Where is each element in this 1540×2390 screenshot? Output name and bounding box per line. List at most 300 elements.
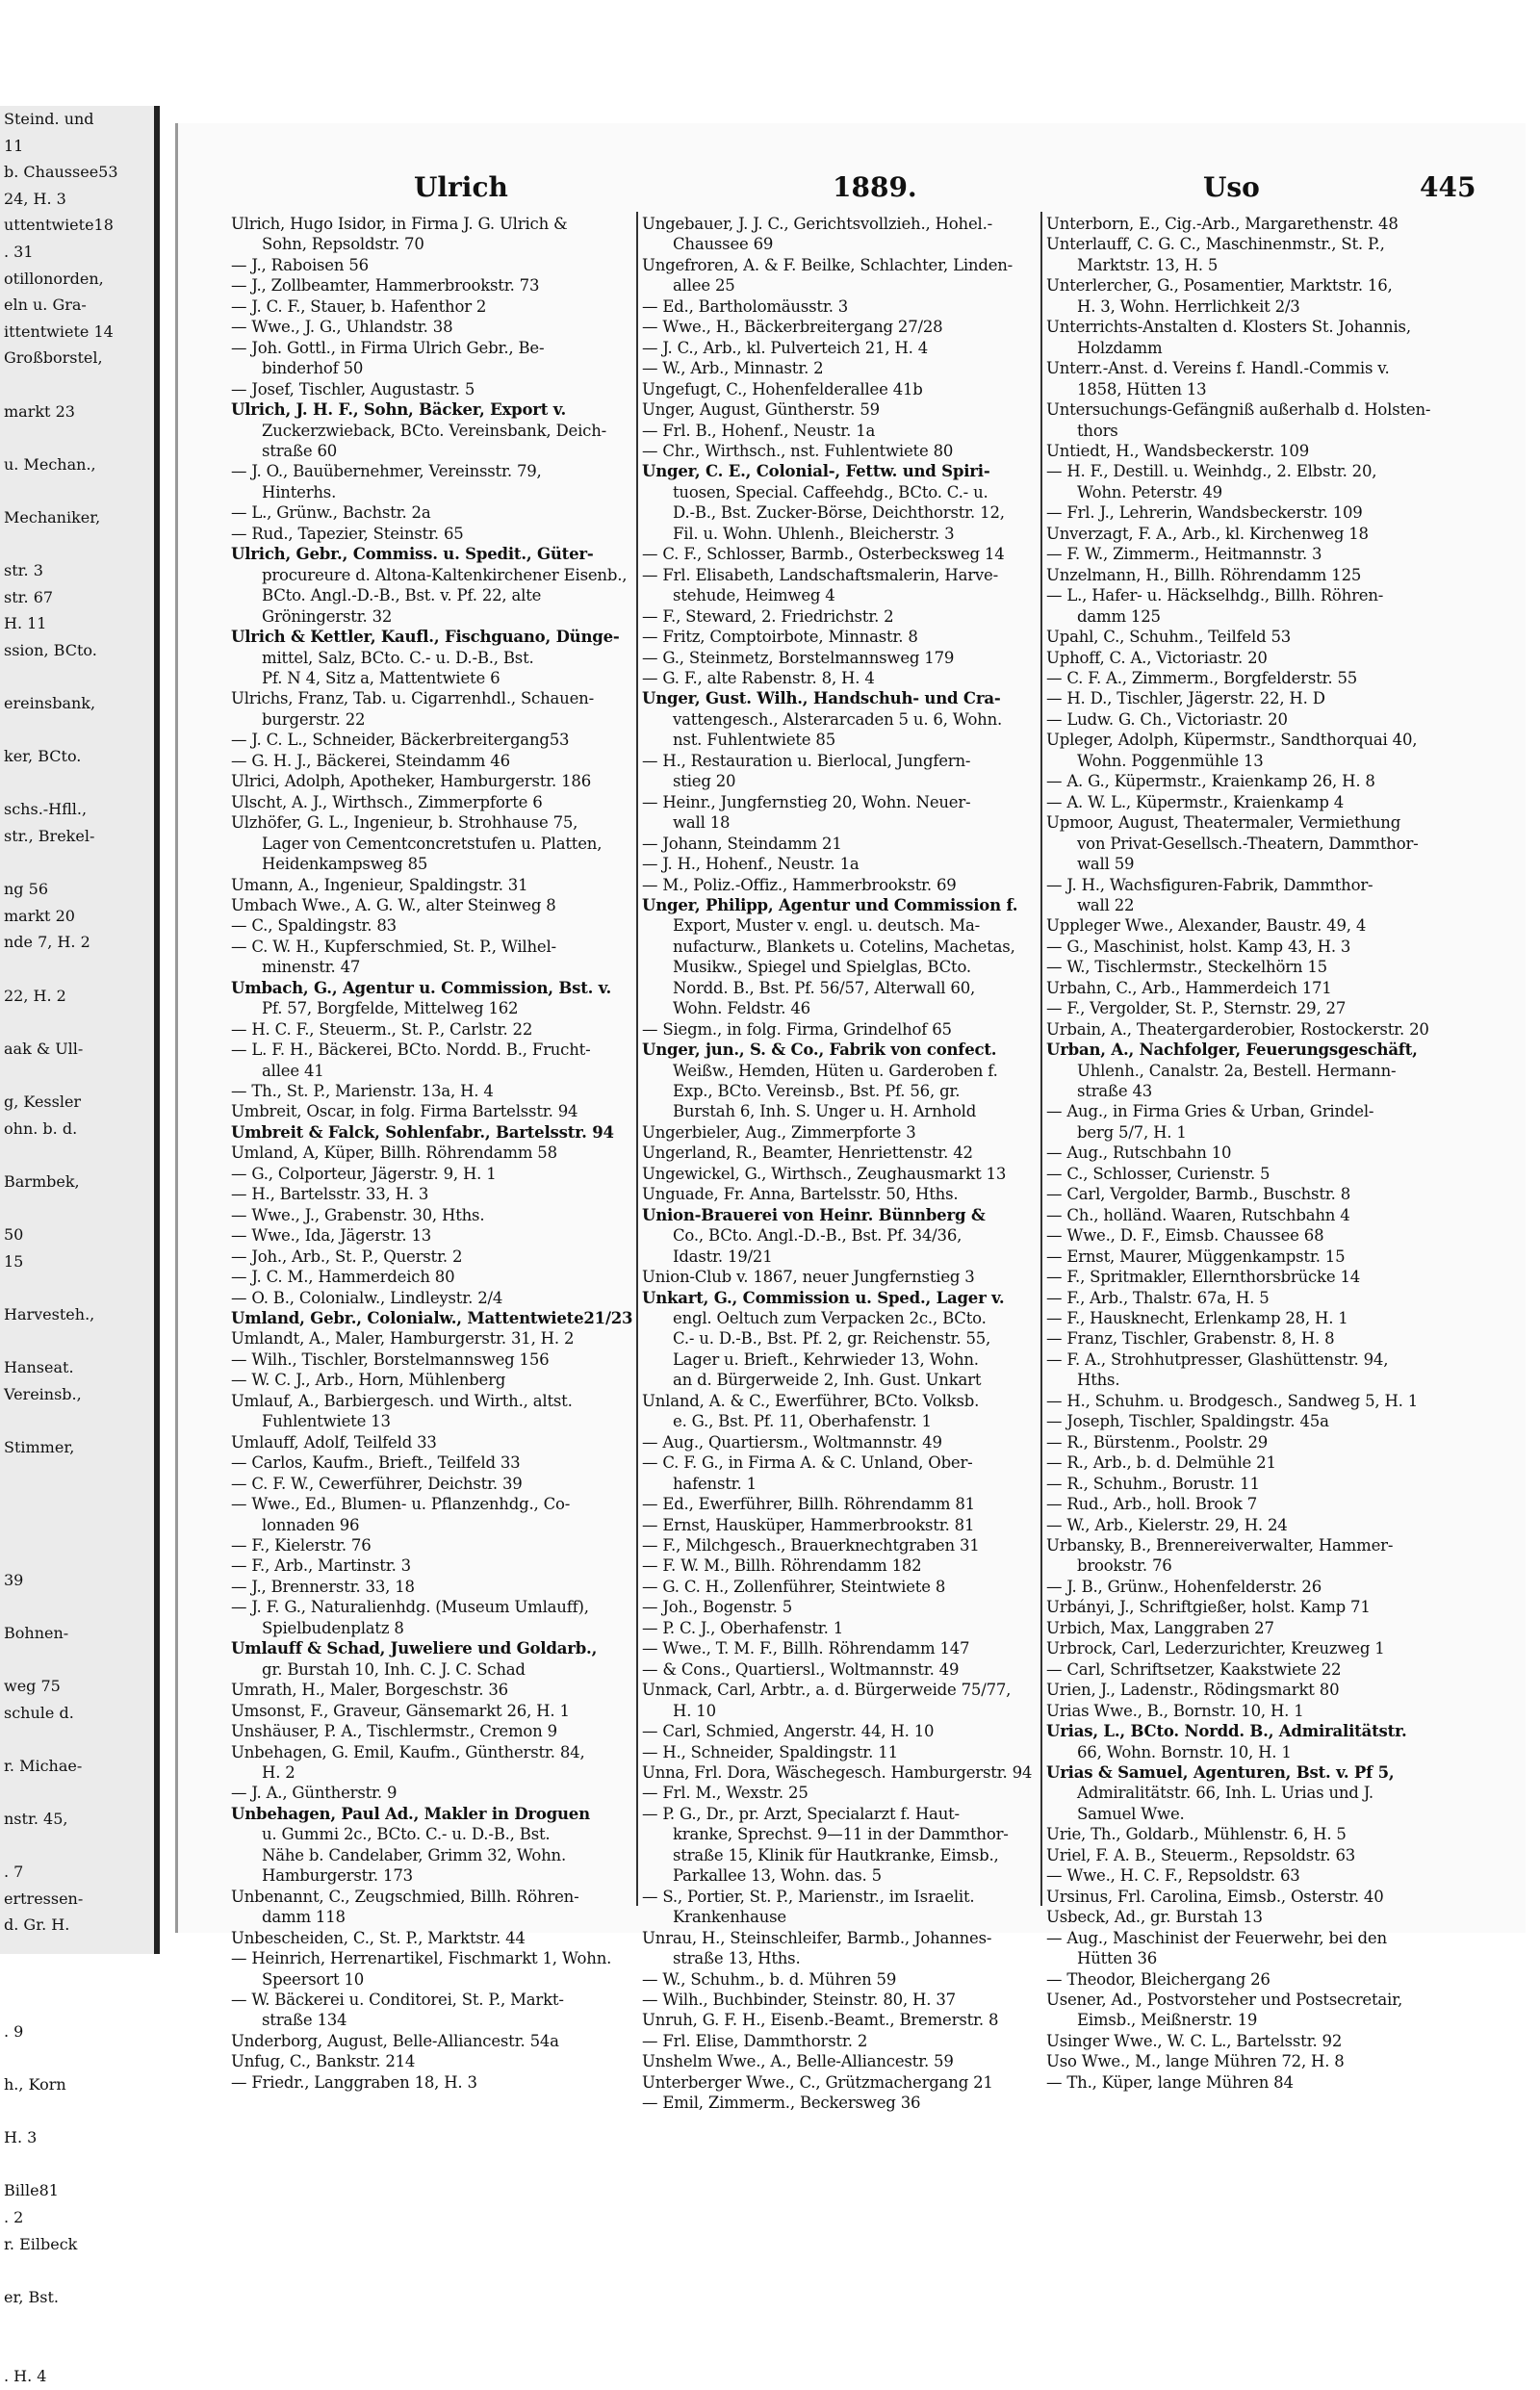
- directory-entry-line: — Wilh., Tischler, Borstelmannsweg 156: [231, 1349, 550, 1369]
- directory-entry-line: Ulrich, J. H. F., Sohn, Bäcker, Export v.: [231, 400, 567, 420]
- directory-entry-line: — F. W., Zimmerm., Heitmannstr. 3: [1046, 545, 1322, 564]
- directory-entry-line: Umrath, H., Maler, Borgeschstr. 36: [231, 1681, 508, 1700]
- directory-entry-line: — Ernst, Hausküper, Hammerbrookstr. 81: [642, 1515, 975, 1534]
- margin-line: nstr. 45,: [4, 1810, 68, 1828]
- directory-entry-line: Umlauf, A., Barbiergesch. und Wirth., altst.: [231, 1391, 573, 1410]
- margin-line: [0, 1966, 154, 1992]
- directory-entry-line: — & Cons., Quartiersl., Woltmannstr. 49: [642, 1659, 960, 1679]
- directory-entry-line: Unverzagt, F. A., Arb., kl. Kirchenweg 18: [1046, 524, 1369, 543]
- directory-entry-line: Unterrichts-Anstalten d. Klosters St. Johannis,: [1046, 318, 1411, 337]
- margin-line: [0, 1992, 154, 2018]
- margin-line: Stimmer,: [4, 1437, 75, 1456]
- directory-entry-line: — R., Arb., b. d. Delmühle 21: [1046, 1453, 1276, 1473]
- page-number: 445: [1420, 171, 1476, 203]
- directory-entry-line: Umlauff & Schad, Juweliere und Goldarb.,: [231, 1639, 598, 1658]
- margin-line: [0, 2098, 154, 2125]
- directory-entry-line: — F., Vergolder, St. P., Sternstr. 29, 27: [1046, 999, 1347, 1018]
- directory-entry-line: Urbahn, C., Arb., Hammerdeich 171: [1046, 978, 1332, 997]
- directory-entry-line: — J. B., Grünw., Hohenfelderstr. 26: [1046, 1577, 1322, 1596]
- margin-line: [0, 1646, 154, 1673]
- directory-entry-line: Unterberger Wwe., C., Grützmachergang 21: [642, 2072, 993, 2092]
- margin-line: [0, 956, 154, 983]
- entry-continuation-line: burgerstr. 22: [262, 709, 366, 729]
- margin-line: [0, 1726, 154, 1753]
- directory-entry-line: — Rud., Tapezier, Steinstr. 65: [231, 524, 464, 543]
- entry-continuation-line: Lager von Cementconcretstufen u. Platten,: [262, 834, 603, 853]
- directory-entry-line: — H. D., Tischler, Jägerstr. 22, H. D: [1046, 689, 1325, 708]
- previous-page-fragment: [0, 106, 160, 2386]
- directory-entry-line: — L., Hafer- u. Häckselhdg., Billh. Röhren-: [1046, 586, 1384, 605]
- margin-line: er, Bst.: [4, 2287, 60, 2306]
- entry-continuation-line: straße 13, Hths.: [673, 1949, 801, 1968]
- directory-entry-line: Unguade, Fr. Anna, Bartelsstr. 50, Hths.: [642, 1185, 959, 1204]
- directory-entry-line: Ursinus, Frl. Carolina, Eimsb., Osterstr. 40: [1046, 1887, 1384, 1906]
- entry-continuation-line: 66, Wohn. Bornstr. 10, H. 1: [1077, 1742, 1292, 1761]
- directory-entry-line: Untiedt, H., Wandsbeckerstr. 109: [1046, 441, 1310, 460]
- directory-entry-line: — J., Zollbeamter, Hammerbrookstr. 73: [231, 276, 540, 296]
- directory-entry-line: Ulrich & Kettler, Kaufl., Fischguano, Dünge-: [231, 628, 620, 647]
- directory-entry-line: — Joseph, Tischler, Spaldingstr. 45a: [1046, 1412, 1329, 1431]
- entry-continuation-line: Co., BCto. Angl.-D.-B., Bst. Pf. 34/36,: [673, 1226, 962, 1246]
- directory-entry-line: — P. G., Dr., pr. Arzt, Specialarzt f. Haut-: [642, 1804, 960, 1823]
- directory-entry-line: Uppleger Wwe., Alexander, Baustr. 49, 4: [1046, 916, 1367, 936]
- directory-entry-line: — W., Tischlermstr., Steckelhörn 15: [1046, 958, 1327, 977]
- directory-entry-line: — Aug., Quartiersm., Woltmannstr. 49: [642, 1432, 942, 1452]
- entry-continuation-line: damm 125: [1077, 606, 1161, 626]
- entry-continuation-line: D.-B., Bst. Zucker-Börse, Deichthorstr. 12,: [673, 503, 1005, 523]
- entry-continuation-line: vattengesch., Alsterarcaden 5 u. 6, Wohn.: [673, 709, 1003, 729]
- directory-entry-line: — J., Brennerstr. 33, 18: [231, 1577, 415, 1596]
- entry-continuation-line: Eimsb., Meißnerstr. 19: [1077, 2011, 1258, 2030]
- margin-line: ereinsbank,: [4, 694, 96, 713]
- margin-line: 50: [4, 1224, 24, 1244]
- entry-continuation-line: hafenstr. 1: [673, 1474, 757, 1493]
- entry-continuation-line: straße 43: [1077, 1082, 1153, 1101]
- directory-entry-line: — G. H. J., Bäckerei, Steindamm 46: [231, 751, 510, 770]
- margin-line: [0, 372, 154, 398]
- entry-continuation-line: BCto. Angl.-D.-B., Bst. v. Pf. 22, alte: [262, 586, 542, 605]
- directory-entry-line: Unterborn, E., Cig.-Arb., Margarethenstr. 48: [1046, 215, 1399, 233]
- margin-line: [0, 2044, 154, 2071]
- directory-entry-line: — Joh., Bogenstr. 5: [642, 1598, 793, 1617]
- entry-continuation-line: Marktstr. 13, H. 5: [1077, 255, 1219, 274]
- margin-line: . H. 4: [4, 2367, 47, 2386]
- entry-continuation-line: brookstr. 76: [1077, 1556, 1172, 1576]
- margin-line: Harvesteh.,: [4, 1304, 95, 1323]
- margin-line: . 9: [4, 2021, 24, 2041]
- directory-entry-line: Unkart, G., Commission u. Sped., Lager v.: [642, 1288, 1005, 1307]
- directory-entry-line: Urbich, Max, Langgraben 27: [1046, 1618, 1274, 1637]
- directory-entry-line: Unshelm Wwe., A., Belle-Alliancestr. 59: [642, 2052, 954, 2071]
- margin-line: nde 7, H. 2: [4, 933, 90, 952]
- directory-entry-line: Uphoff, C. A., Victoriastr. 20: [1046, 648, 1268, 667]
- directory-entry-line: — Johann, Steindamm 21: [642, 834, 842, 853]
- directory-entry-line: — H., Schuhm. u. Brodgesch., Sandweg 5, H. 1: [1046, 1391, 1419, 1410]
- directory-entry-line: — J. A., Güntherstr. 9: [231, 1784, 398, 1803]
- entry-continuation-line: Idastr. 19/21: [673, 1246, 773, 1266]
- margin-line: r. Michae-: [4, 1756, 83, 1775]
- directory-column-1: [231, 214, 633, 2092]
- directory-entry-line: Umland, A, Küper, Billh. Röhrendamm 58: [231, 1144, 557, 1163]
- margin-line: str. 67: [4, 587, 54, 606]
- directory-entry-line: — Wwe., Ed., Blumen- u. Pflanzenhdg., Co-: [231, 1495, 571, 1514]
- entry-continuation-line: wall 18: [673, 813, 731, 833]
- margin-line: otillonorden,: [4, 269, 104, 288]
- margin-line: H. 3: [4, 2128, 38, 2147]
- directory-entry-line: Upmoor, August, Theatermaler, Vermiethung: [1046, 813, 1401, 833]
- margin-line: [0, 663, 154, 690]
- directory-entry-line: — G. C. H., Zollenführer, Steintwiete 8: [642, 1577, 946, 1596]
- directory-entry-line: — F., Kielerstr. 76: [231, 1536, 372, 1555]
- directory-entry-line: — Carlos, Kaufm., Brieft., Teilfeld 33: [231, 1453, 521, 1473]
- directory-entry-line: — J., Raboisen 56: [231, 255, 369, 274]
- directory-entry-line: — W., Arb., Kielerstr. 29, H. 24: [1046, 1515, 1288, 1534]
- directory-entry-line: — H., Bartelsstr. 33, H. 3: [231, 1185, 429, 1204]
- directory-entry-line: Urbányi, J., Schriftgießer, holst. Kamp 71: [1046, 1598, 1371, 1617]
- margin-line: [0, 717, 154, 744]
- directory-entry-line: — Frl. Elisabeth, Landschaftsmalerin, Harve-: [642, 565, 998, 584]
- directory-entry-line: Urbrock, Carl, Lederzurichter, Kreuzweg 1: [1046, 1639, 1385, 1658]
- directory-entry-line: — M., Poliz.-Offiz., Hammerbrookstr. 69: [642, 875, 957, 894]
- margin-line: ertressen-: [4, 1889, 84, 1908]
- margin-line: markt 20: [4, 906, 75, 925]
- directory-entry-line: — Wwe., Ida, Jägerstr. 13: [231, 1226, 432, 1246]
- entry-continuation-line: nufacturw., Blankets u. Cotelins, Machetas,: [673, 937, 1015, 956]
- entry-continuation-line: engl. Oeltuch zum Verpacken 2c., BCto.: [673, 1309, 987, 1328]
- directory-entry-line: — W., Schuhm., b. d. Mühren 59: [642, 1969, 897, 1989]
- directory-entry-line: — Frl. Elise, Dammthorstr. 2: [642, 2031, 868, 2050]
- directory-entry-line: Unland, A. & C., Ewerführer, BCto. Volksb.: [642, 1391, 980, 1410]
- directory-entry-line: — Th., St. P., Marienstr. 13a, H. 4: [231, 1082, 494, 1101]
- directory-entry-line: — J. C. M., Hammerdeich 80: [231, 1268, 455, 1287]
- entry-continuation-line: Hamburgerstr. 173: [262, 1866, 413, 1886]
- margin-line: [0, 2151, 154, 2178]
- directory-entry-line: Unruh, G. F. H., Eisenb.-Beamt., Bremerstr. 8: [642, 2011, 999, 2030]
- entry-continuation-line: Pf. 57, Borgfelde, Mittelweg 162: [262, 999, 519, 1018]
- directory-entry-line: — Fritz, Comptoirbote, Minnastr. 8: [642, 628, 918, 647]
- margin-line: Vereinsb.,: [4, 1384, 82, 1403]
- entry-continuation-line: wall 59: [1077, 855, 1135, 874]
- directory-entry-line: Union-Brauerei von Heinr. Bünnberg &: [642, 1205, 986, 1224]
- directory-entry-line: — Josef, Tischler, Augustastr. 5: [231, 379, 475, 398]
- header-year: 1889.: [833, 171, 917, 203]
- entry-continuation-line: stieg 20: [673, 772, 736, 791]
- margin-line: [0, 1274, 154, 1301]
- margin-line: . 31: [4, 242, 34, 261]
- directory-entry-line: Ungerland, R., Beamter, Henriettenstr. 42: [642, 1144, 973, 1163]
- margin-line: [0, 2337, 154, 2364]
- entry-continuation-line: wall 22: [1077, 895, 1135, 914]
- entry-continuation-line: Chaussee 69: [673, 235, 774, 254]
- entry-continuation-line: Nähe b. Candelaber, Grimm 32, Wohn.: [262, 1845, 567, 1864]
- directory-entry-line: Unbescheiden, C., St. P., Marktstr. 44: [231, 1928, 526, 1947]
- directory-entry-line: Unger, jun., S. & Co., Fabrik von confect.: [642, 1041, 997, 1060]
- margin-line: [0, 477, 154, 504]
- margin-line: 15: [4, 1251, 24, 1271]
- entry-continuation-line: binderhof 50: [262, 359, 364, 378]
- margin-line: Bille81: [4, 2181, 59, 2200]
- entry-continuation-line: Hütten 36: [1077, 1949, 1158, 1968]
- directory-entry-line: — Carl, Schmied, Angerstr. 44, H. 10: [642, 1722, 935, 1741]
- entry-continuation-line: Fuhlentwiete 13: [262, 1412, 391, 1431]
- entry-continuation-line: damm 118: [262, 1908, 346, 1927]
- entry-continuation-line: Musikw., Spiegel und Spielglas, BCto.: [673, 958, 971, 977]
- directory-entry-line: — W. Bäckerei u. Conditorei, St. P., Markt-: [231, 1990, 564, 2009]
- directory-entry-line: Umland, Gebr., Colonialw., Mattentwiete21/23: [231, 1309, 633, 1328]
- entry-continuation-line: straße 15, Klinik für Hautkranke, Eimsb.,: [673, 1845, 999, 1864]
- entry-continuation-line: mittel, Salz, BCto. C.- u. D.-B., Bst.: [262, 648, 534, 667]
- margin-line: [0, 1593, 154, 1620]
- entry-continuation-line: Spielbudenplatz 8: [262, 1618, 404, 1637]
- directory-entry-line: Ulrich, Gebr., Commiss. u. Spedit., Güter-: [231, 545, 594, 564]
- margin-line: [0, 1833, 154, 1860]
- directory-entry-line: — Wwe., T. M. F., Billh. Röhrendamm 147: [642, 1639, 970, 1658]
- margin-line: [0, 1195, 154, 1221]
- directory-entry-line: — Ernst, Maurer, Müggenkampstr. 15: [1046, 1246, 1346, 1266]
- margin-line: [0, 1487, 154, 1514]
- directory-entry-line: — G., Colporteur, Jägerstr. 9, H. 1: [231, 1164, 497, 1183]
- directory-entry-line: — Wwe., H. C. F., Repsoldstr. 63: [1046, 1866, 1300, 1886]
- directory-entry-line: Unzelmann, H., Billh. Röhrendamm 125: [1046, 565, 1362, 584]
- margin-line: eln u. Gra-: [4, 296, 87, 315]
- directory-entry-line: — Wwe., J. G., Uhlandstr. 38: [231, 318, 453, 337]
- entry-continuation-line: von Privat-Gesellsch.-Theatern, Dammthor-: [1077, 834, 1419, 853]
- entry-continuation-line: tuosen, Special. Caffeehdg., BCto. C.- u.: [673, 482, 988, 501]
- directory-entry-line: — W. C. J., Arb., Horn, Mühlenberg: [231, 1371, 506, 1390]
- directory-entry-line: Ulrich, Hugo Isidor, in Firma J. G. Ulrich &: [231, 215, 568, 233]
- margin-line: [0, 2310, 154, 2337]
- directory-entry-line: — H. F., Destill. u. Weinhdg., 2. Elbstr. 20,: [1046, 462, 1377, 481]
- directory-entry-line: Uso Wwe., M., lange Mühren 72, H. 8: [1046, 2052, 1345, 2071]
- directory-entry-line: — Wwe., J., Grabenstr. 30, Hths.: [231, 1205, 485, 1224]
- directory-entry-line: — F., Spritmakler, Ellernthorsbrücke 14: [1046, 1268, 1361, 1287]
- header-first-entry: Ulrich: [414, 171, 508, 203]
- margin-line: ker, BCto.: [4, 747, 82, 766]
- directory-entry-line: — Carl, Schriftsetzer, Kaakstwiete 22: [1046, 1659, 1342, 1679]
- entry-continuation-line: Weißw., Hemden, Hüten u. Garderoben f.: [673, 1061, 998, 1080]
- margin-line: ohn. b. d.: [4, 1118, 78, 1138]
- directory-entry-line: — R., Bürstenm., Poolstr. 29: [1046, 1432, 1269, 1452]
- entry-continuation-line: allee 41: [262, 1061, 324, 1080]
- directory-entry-line: Ungewickel, G., Wirthsch., Zeughausmarkt 13: [642, 1164, 1007, 1183]
- entry-continuation-line: Heidenkampsweg 85: [262, 855, 428, 874]
- margin-line: ittentwiete 14: [4, 321, 114, 341]
- directory-entry-line: Unbehagen, Paul Ad., Makler in Droguen: [231, 1804, 590, 1823]
- margin-line: [0, 1327, 154, 1354]
- directory-entry-line: Umlandt, A., Maler, Hamburgerstr. 31, H. 2: [231, 1329, 575, 1349]
- directory-entry-line: Unterlercher, G., Posamentier, Marktstr. 16,: [1046, 276, 1393, 296]
- directory-entry-line: — C. W. H., Kupferschmied, St. P., Wilhel-: [231, 937, 556, 956]
- margin-line: Mechaniker,: [4, 507, 101, 527]
- directory-entry-line: Unger, Philipp, Agentur und Commission f.: [642, 895, 1018, 914]
- directory-entry-line: — W., Arb., Minnastr. 2: [642, 359, 824, 378]
- margin-line: [0, 1460, 154, 1487]
- directory-entry-line: — G. F., alte Rabenstr. 8, H. 4: [642, 668, 875, 687]
- directory-entry-line: Underborg, August, Belle-Alliancestr. 54a: [231, 2031, 559, 2050]
- directory-entry-line: Unna, Frl. Dora, Wäschegesch. Hamburgerstr. 94: [642, 1762, 1033, 1782]
- directory-entry-line: Urien, J., Ladenstr., Rödingsmarkt 80: [1046, 1681, 1340, 1700]
- directory-entry-line: Ulrici, Adolph, Apotheker, Hamburgerstr. 186: [231, 772, 592, 791]
- entry-continuation-line: stehude, Heimweg 4: [673, 586, 835, 605]
- directory-entry-line: Unterlauff, C. G. C., Maschinenmstr., St. P.,: [1046, 235, 1385, 254]
- directory-entry-line: — J. F. G., Naturalienhdg. (Museum Umlauff),: [231, 1598, 589, 1617]
- directory-entry-line: — P. C. J., Oberhafenstr. 1: [642, 1618, 844, 1637]
- directory-entry-line: Urban, A., Nachfolger, Feuerungsgeschäft,: [1046, 1041, 1418, 1060]
- directory-entry-line: — Carl, Vergolder, Barmb., Buschstr. 8: [1046, 1185, 1351, 1204]
- directory-entry-line: Ungebauer, J. J. C., Gerichtsvollzieh., Hohel.-: [642, 215, 993, 233]
- entry-continuation-line: u. Gummi 2c., BCto. C.- u. D.-B., Bst.: [262, 1825, 551, 1844]
- entry-continuation-line: H. 3, Wohn. Herrlichkeit 2/3: [1077, 296, 1300, 316]
- margin-line: schule d.: [4, 1703, 74, 1722]
- entry-continuation-line: 1858, Hütten 13: [1077, 379, 1207, 398]
- directory-entry-line: — J. H., Hohenf., Neustr. 1a: [642, 855, 860, 874]
- directory-entry-line: — Frl. J., Lehrerin, Wandsbeckerstr. 109: [1046, 503, 1363, 523]
- directory-column-3: [1046, 214, 1449, 2092]
- directory-entry-line: Ungefugt, C., Hohenfelderallee 41b: [642, 379, 923, 398]
- directory-entry-line: Unger, C. E., Colonial-, Fettw. und Spiri-: [642, 462, 990, 481]
- entry-continuation-line: Samuel Wwe.: [1077, 1804, 1185, 1823]
- entry-continuation-line: H. 2: [262, 1762, 295, 1782]
- directory-entry-line: Umbach Wwe., A. G. W., alter Steinweg 8: [231, 895, 556, 914]
- directory-entry-line: — Frl. B., Hohenf., Neustr. 1a: [642, 421, 876, 440]
- directory-entry-line: — Chr., Wirthsch., nst. Fuhlentwiete 80: [642, 441, 954, 460]
- margin-line: [0, 1513, 154, 1540]
- margin-line: [0, 424, 154, 451]
- directory-entry-line: — F. A., Strohhutpresser, Glashüttenstr. 94,: [1046, 1349, 1389, 1369]
- entry-continuation-line: lonnaden 96: [262, 1515, 360, 1534]
- directory-entry-line: Umann, A., Ingenieur, Spaldingstr. 31: [231, 875, 528, 894]
- entry-continuation-line: Fil. u. Wohn. Uhlenh., Bleicherstr. 3: [673, 524, 955, 543]
- margin-line: [0, 1062, 154, 1089]
- directory-entry-line: — Aug., Rutschbahn 10: [1046, 1144, 1232, 1163]
- directory-entry-line: — G., Steinmetz, Borstelmannsweg 179: [642, 648, 955, 667]
- directory-entry-line: Unmack, Carl, Arbtr., a. d. Bürgerweide 75/77,: [642, 1681, 1012, 1700]
- directory-entry-line: — F., Milchgesch., Brauerknechtgraben 31: [642, 1536, 980, 1555]
- margin-line: b. Chaussee53: [4, 163, 118, 182]
- directory-entry-line: Upleger, Adolph, Küpermstr., Sandthorquai 40,: [1046, 731, 1418, 750]
- directory-entry-line: — J. O., Bauübernehmer, Vereinsstr. 79,: [231, 462, 542, 481]
- entry-continuation-line: straße 134: [262, 2011, 347, 2030]
- directory-entry-line: — R., Schuhm., Borustr. 11: [1046, 1474, 1260, 1493]
- margin-line: ssion, BCto.: [4, 640, 97, 659]
- directory-entry-line: — C., Schlosser, Curienstr. 5: [1046, 1164, 1270, 1183]
- directory-entry-line: Usener, Ad., Postvorsteher und Postsecretair,: [1046, 1990, 1403, 2009]
- directory-entry-line: Unrau, H., Steinschleifer, Barmb., Johannes-: [642, 1928, 992, 1947]
- directory-entry-line: Umsonst, F., Graveur, Gänsemarkt 26, H. 1: [231, 1701, 570, 1720]
- directory-entry-line: Umbach, G., Agentur u. Commission, Bst. v.: [231, 978, 611, 997]
- directory-entry-line: — H., Restauration u. Bierlocal, Jungfern-: [642, 751, 971, 770]
- margin-line: [0, 770, 154, 797]
- directory-entry-line: Umbreit & Falck, Sohlenfabr., Bartelsstr. 94: [231, 1122, 614, 1142]
- directory-entry-line: — Rud., Arb., holl. Brook 7: [1046, 1495, 1258, 1514]
- margin-line: . 2: [4, 2207, 24, 2226]
- directory-entry-line: — H. C. F., Steuerm., St. P., Carlstr. 22: [231, 1019, 533, 1039]
- directory-entry-line: — C. F. W., Cewerführer, Deichstr. 39: [231, 1474, 523, 1493]
- entry-continuation-line: Lager u. Brieft., Kehrwieder 13, Wohn.: [673, 1349, 979, 1369]
- margin-line: [0, 1407, 154, 1434]
- margin-line: [0, 1009, 154, 1036]
- directory-entry-line: Usbeck, Ad., gr. Burstah 13: [1046, 1908, 1263, 1927]
- directory-entry-line: — Wwe., D. F., Eimsb. Chaussee 68: [1046, 1226, 1324, 1246]
- margin-line: u. Mechan.,: [4, 454, 96, 474]
- directory-entry-line: Urie, Th., Goldarb., Mühlenstr. 6, H. 5: [1046, 1825, 1347, 1844]
- directory-entry-line: — L. F. H., Bäckerei, BCto. Nordd. B., Frucht-: [231, 1041, 591, 1060]
- directory-entry-line: — Theodor, Bleichergang 26: [1046, 1969, 1270, 1989]
- directory-entry-line: Urias, L., BCto. Nordd. B., Admiralitätstr.: [1046, 1722, 1407, 1741]
- margin-line: d. Gr. H.: [4, 1915, 70, 1935]
- directory-entry-line: — G., Maschinist, holst. Kamp 43, H. 3: [1046, 937, 1351, 956]
- directory-entry-line: — F., Arb., Martinstr. 3: [231, 1556, 411, 1576]
- entry-continuation-line: Wohn. Poggenmühle 13: [1077, 751, 1264, 770]
- margin-line: h., Korn: [4, 2074, 66, 2094]
- directory-entry-line: — J. H., Wachsfiguren-Fabrik, Dammthor-: [1046, 875, 1373, 894]
- entry-continuation-line: Holzdamm: [1077, 338, 1163, 357]
- margin-line: str. 3: [4, 561, 43, 580]
- entry-continuation-line: Hths.: [1077, 1371, 1120, 1390]
- entry-continuation-line: Admiralitätstr. 66, Inh. L. Urias und J.: [1077, 1784, 1373, 1803]
- directory-entry-line: — Ed., Ewerführer, Billh. Röhrendamm 81: [642, 1495, 975, 1514]
- entry-continuation-line: Speersort 10: [262, 1969, 365, 1989]
- directory-entry-line: — A. W. L., Küpermstr., Kraienkamp 4: [1046, 792, 1345, 811]
- page-header: [178, 171, 1526, 210]
- margin-line: Steind. und: [4, 110, 94, 128]
- directory-entry-line: — Joh. Gottl., in Firma Ulrich Gebr., Be-: [231, 338, 545, 357]
- margin-line: Barmbek,: [4, 1171, 80, 1191]
- directory-entry-line: — L., Grünw., Bachstr. 2a: [231, 503, 431, 523]
- margin-line: Bohnen-: [4, 1623, 69, 1642]
- directory-entry-line: — Ch., holländ. Waaren, Rutschbahn 4: [1046, 1205, 1350, 1224]
- entry-continuation-line: Wohn. Feldstr. 46: [673, 999, 810, 1018]
- margin-line: [0, 531, 154, 558]
- margin-line: 22, H. 2: [4, 986, 66, 1005]
- entry-continuation-line: Exp., BCto. Vereinsb., Bst. Pf. 56, gr.: [673, 1082, 961, 1101]
- margin-line: Großborstel,: [4, 348, 103, 368]
- margin-line: r. Eilbeck: [4, 2234, 78, 2253]
- entry-continuation-line: straße 60: [262, 441, 338, 460]
- directory-column-2: [642, 214, 1044, 2113]
- directory-entry-line: Unterr.-Anst. d. Vereins f. Handl.-Commis v.: [1046, 359, 1390, 378]
- directory-entry-line: — S., Portier, St. P., Marienstr., im Israelit.: [642, 1887, 975, 1906]
- directory-entry-line: Union-Club v. 1867, neuer Jungfernstieg 3: [642, 1268, 975, 1287]
- margin-line: markt 23: [4, 401, 75, 421]
- margin-line: [0, 1142, 154, 1169]
- margin-line: . 7: [4, 1863, 24, 1882]
- directory-entry-line: Unger, August, Güntherstr. 59: [642, 400, 880, 420]
- entry-continuation-line: an d. Bürgerweide 2, Inh. Gust. Unkart: [673, 1371, 982, 1390]
- directory-entry-line: Uriel, F. A. B., Steuerm., Repsoldstr. 63: [1046, 1845, 1356, 1864]
- margin-line: H. 11: [4, 614, 47, 633]
- entry-continuation-line: Pf. N 4, Sitz a, Mattentwiete 6: [262, 668, 500, 687]
- directory-page: [175, 123, 1526, 2113]
- entry-continuation-line: H. 10: [673, 1701, 716, 1720]
- margin-line: str., Brekel-: [4, 827, 95, 846]
- entry-continuation-line: Sohn, Repsoldstr. 70: [262, 235, 424, 254]
- entry-continuation-line: berg 5/7, H. 1: [1077, 1122, 1187, 1142]
- directory-entry-line: — Heinrich, Herrenartikel, Fischmarkt 1, Wohn.: [231, 1949, 612, 1968]
- directory-entry-line: Unger, Gust. Wilh., Handschuh- und Cra-: [642, 689, 1001, 708]
- directory-entry-line: — Aug., Maschinist der Feuerwehr, bei den: [1046, 1928, 1387, 1947]
- directory-entry-line: Unbenannt, C., Zeugschmied, Billh. Röhren-: [231, 1887, 579, 1906]
- directory-entry-line: Ulscht, A. J., Wirthsch., Zimmerpforte 6: [231, 792, 543, 811]
- directory-entry-line: Ulrichs, Franz, Tab. u. Cigarrenhdl., Schauen-: [231, 689, 594, 708]
- directory-entry-line: — Ed., Bartholomäusstr. 3: [642, 296, 849, 316]
- margin-line: [0, 2257, 154, 2284]
- entry-continuation-line: Zuckerzwieback, BCto. Vereinsbank, Deich-: [262, 421, 607, 440]
- directory-entry-line: Umlauff, Adolf, Teilfeld 33: [231, 1432, 437, 1452]
- column-divider: [636, 212, 638, 1906]
- directory-entry-line: — J. C. L., Schneider, Bäckerbreitergang53: [231, 731, 570, 750]
- entry-continuation-line: Hinterhs.: [262, 482, 337, 501]
